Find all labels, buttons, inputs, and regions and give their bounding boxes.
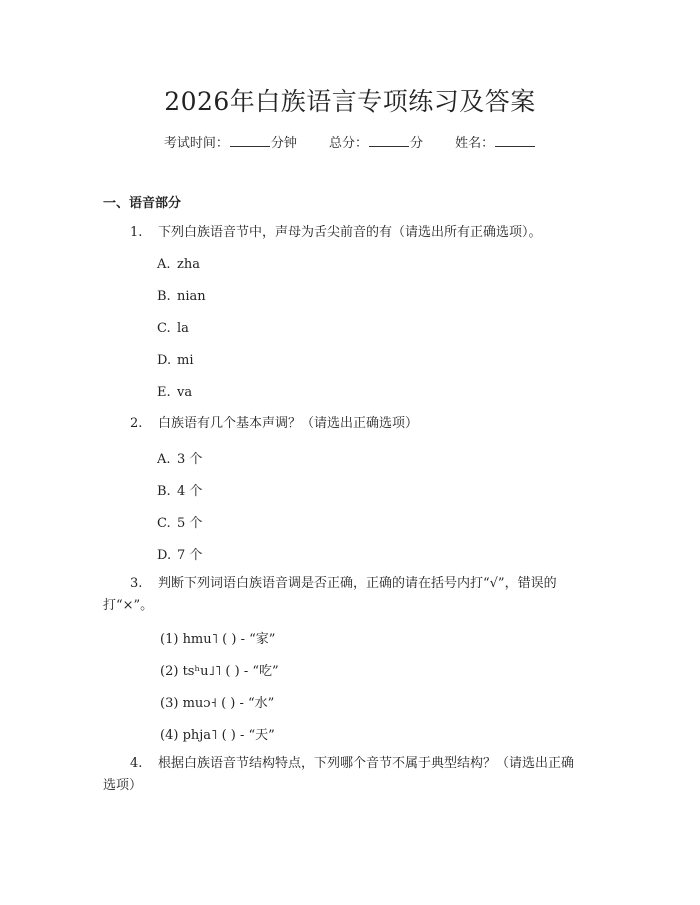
option-letter: B. (157, 484, 171, 499)
item-number: (1) (160, 632, 179, 647)
option-item[interactable] (157, 385, 192, 400)
question-1 (130, 222, 542, 244)
exam-score (329, 132, 423, 151)
question-number: 2. (130, 416, 143, 431)
exam-name (455, 132, 536, 151)
option-text: 3 个 (177, 452, 203, 467)
item-text: muɔ˧ ( ) - “水” (182, 696, 275, 711)
question-number: 4. (130, 756, 143, 771)
exam-meta (0, 132, 700, 151)
exam-time (164, 132, 297, 151)
option-text: la (177, 321, 189, 336)
option-item[interactable] (157, 289, 206, 304)
option-letter: E. (157, 385, 171, 400)
section-heading: 一、语音部分 (103, 196, 182, 211)
question-text-continued: 选项） (103, 778, 143, 793)
time-unit: 分钟 (270, 136, 297, 151)
judge-item[interactable] (160, 628, 275, 647)
option-item[interactable] (157, 480, 202, 499)
option-letter: C. (157, 321, 171, 336)
question-text: 下列白族语音节中，声母为舌尖前音的有（请选出所有正确选项）。 (158, 225, 542, 240)
option-item[interactable] (157, 512, 202, 531)
option-letter: A. (157, 257, 171, 272)
option-letter: D. (157, 353, 172, 368)
document-title: 2026年白族语言专项练习及答案 (164, 87, 536, 116)
item-text: phja˥ ( ) - “天” (182, 728, 275, 743)
option-letter: C. (157, 516, 171, 531)
name-blank[interactable] (495, 134, 535, 147)
option-item[interactable] (157, 321, 189, 336)
option-letter: D. (157, 548, 172, 563)
option-text: 4 个 (177, 484, 203, 499)
question-2 (130, 413, 418, 435)
option-item[interactable] (157, 544, 202, 563)
question-4 (130, 753, 574, 775)
question-text: 判断下列词语白族语音调是否正确，正确的请在括号内打“√”，错误的 (158, 576, 557, 591)
option-text: va (177, 385, 193, 400)
option-item[interactable] (157, 353, 194, 368)
option-text: 7 个 (177, 548, 203, 563)
question-text-continued: 打“×”。 (103, 598, 154, 613)
option-text: mi (177, 353, 194, 368)
score-label: 总分： (328, 136, 368, 151)
item-number: (3) (160, 696, 179, 711)
question-text: 根据白族语音节结构特点，下列哪个音节不属于典型结构？（请选出正确 (158, 756, 575, 771)
item-text: hmu˥ ( ) - “家” (182, 632, 276, 647)
option-text: 5 个 (177, 516, 203, 531)
question-number: 3. (130, 576, 143, 591)
score-blank[interactable] (369, 134, 409, 147)
item-number: (2) (160, 664, 179, 679)
option-text: nian (177, 289, 206, 304)
option-item[interactable] (157, 448, 202, 467)
score-unit: 分 (410, 136, 424, 151)
item-text: tsʰu˩˥ ( ) - “吃” (182, 664, 279, 679)
item-number: (4) (160, 728, 179, 743)
judge-item[interactable] (160, 724, 275, 743)
option-text: zha (177, 257, 200, 272)
option-item[interactable] (157, 257, 200, 272)
option-letter: B. (157, 289, 171, 304)
time-label: 考试时间： (163, 136, 229, 151)
time-blank[interactable] (230, 134, 270, 147)
option-letter: A. (157, 452, 171, 467)
judge-item[interactable] (160, 692, 274, 711)
name-label: 姓名： (455, 136, 495, 151)
judge-item[interactable] (160, 660, 279, 679)
question-3 (130, 573, 557, 595)
question-number: 1. (130, 225, 143, 240)
question-text: 白族语有几个基本声调？（请选出正确选项） (158, 416, 419, 431)
